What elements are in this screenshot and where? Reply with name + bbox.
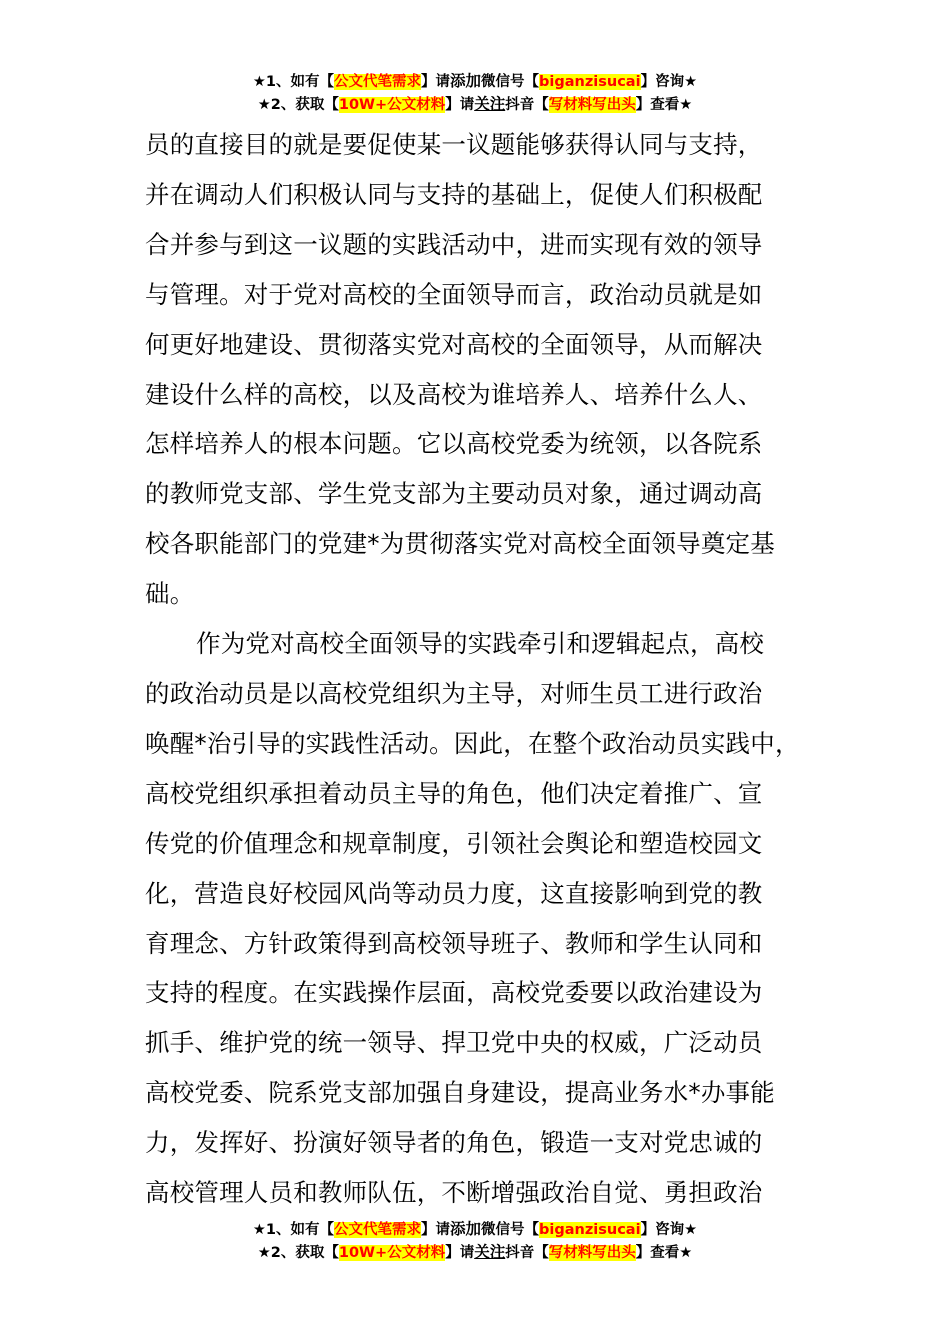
banner-line2-mid: 】请 [445, 1245, 475, 1261]
footer-banner [0, 1218, 950, 1264]
banner-line2-mid: 】请 [445, 97, 475, 113]
banner-line1-highlight-service: 公文代笔需求 [334, 1222, 421, 1238]
body-line: 合并参与到这一议题的实践活动中，进而实现有效的领导 [145, 229, 763, 259]
banner-line2-douyin-account: 写材料写出头 [548, 97, 636, 113]
banner-line2-highlight-materials: 10W+公文材料 [338, 97, 446, 113]
banner-line2-prefix: ★2、获取【 [257, 97, 339, 113]
banner-line1-wechat-id: biganzisucai [539, 74, 641, 90]
banner-line-2 [0, 93, 950, 116]
banner-line1-mid2: 微信号【 [481, 1222, 540, 1238]
body-line: 高校党组织承担着动员主导的角色，他们决定着推广、宣 [145, 778, 763, 808]
banner-line2-mid2: 抖音【 [505, 1245, 549, 1261]
banner-line1-emph: 添加 [450, 1220, 482, 1238]
body-line: 校各职能部门的党建*为贯彻落实党对高校全面领导奠定基 [145, 529, 775, 559]
banner-line2-suffix: 】查看★ [635, 97, 693, 113]
body-line: 员的直接目的就是要促使某一议题能够获得认同与支持， [145, 130, 763, 159]
banner-line-1 [0, 1218, 950, 1241]
banner-line2-emph: 关注 [474, 1243, 506, 1261]
banner-line1-mid2: 微信号【 [481, 74, 540, 90]
banner-line2-emph: 关注 [474, 95, 506, 113]
body-line: 的教师党支部、学生党支部为主要动员对象，通过调动高 [145, 479, 763, 509]
body-line: 抓手、维护党的统一领导、捍卫党中央的权威，广泛动员 [145, 1028, 763, 1058]
banner-line2-suffix: 】查看★ [635, 1245, 693, 1261]
banner-line1-suffix: 】咨询★ [640, 74, 698, 90]
banner-line1-prefix: ★1、如有【 [252, 74, 334, 90]
body-line: 何更好地建设、贯彻落实党对高校的全面领导，从而解决 [145, 329, 763, 359]
header-banner [0, 70, 950, 116]
banner-line1-emph: 添加 [450, 72, 482, 90]
body-line: 力，发挥好、扮演好领导者的角色，锻造一支对党忠诚的 [145, 1128, 763, 1158]
body-line: 高校管理人员和教师队伍，不断增强政治自觉、勇担政治 [145, 1178, 763, 1208]
body-line: 并在调动人们积极认同与支持的基础上，促使人们积极配 [145, 179, 763, 209]
banner-line1-prefix: ★1、如有【 [252, 1222, 334, 1238]
body-line: 传党的价值理念和规章制度，引领社会舆论和塑造校园文 [145, 828, 763, 858]
body-line: 支持的程度。在实践操作层面，高校党委要以政治建设为 [145, 978, 763, 1008]
body-line: 础。 [145, 579, 195, 609]
banner-line1-mid: 】请 [421, 74, 450, 90]
body-line: 的政治动员是以高校党组织为主导，对师生员工进行政治 [145, 678, 763, 708]
body-line: 建设什么样的高校，以及高校为谁培养人、培养什么人、 [145, 379, 763, 409]
banner-line1-highlight-service: 公文代笔需求 [334, 74, 421, 90]
banner-line-1 [0, 70, 950, 93]
paragraph-start-line: 作为党对高校全面领导的实践牵引和逻辑起点，高校 [196, 629, 765, 659]
body-line: 唤醒*治引导的实践性活动。因此，在整个政治动员实践中， [145, 728, 800, 758]
body-line: 育理念、方针政策得到高校领导班子、教师和学生认同和 [145, 928, 763, 958]
body-line: 化，营造良好校园风尚等动员力度，这直接影响到党的教 [145, 878, 763, 908]
banner-line1-mid: 】请 [421, 1222, 450, 1238]
banner-line2-mid2: 抖音【 [505, 97, 549, 113]
banner-line-2 [0, 1241, 950, 1264]
banner-line1-wechat-id: biganzisucai [539, 1222, 641, 1238]
banner-line1-suffix: 】咨询★ [640, 1222, 698, 1238]
body-line: 与管理。对于党对高校的全面领导而言，政治动员就是如 [145, 279, 763, 309]
body-line: 高校党委、院系党支部加强自身建设，提高业务水*办事能 [145, 1078, 775, 1108]
document-body [145, 120, 825, 1218]
banner-line2-highlight-materials: 10W+公文材料 [338, 1245, 446, 1261]
banner-line2-prefix: ★2、获取【 [257, 1245, 339, 1261]
body-line: 怎样培养人的根本问题。它以高校党委为统领，以各院系 [145, 429, 763, 459]
banner-line2-douyin-account: 写材料写出头 [548, 1245, 636, 1261]
